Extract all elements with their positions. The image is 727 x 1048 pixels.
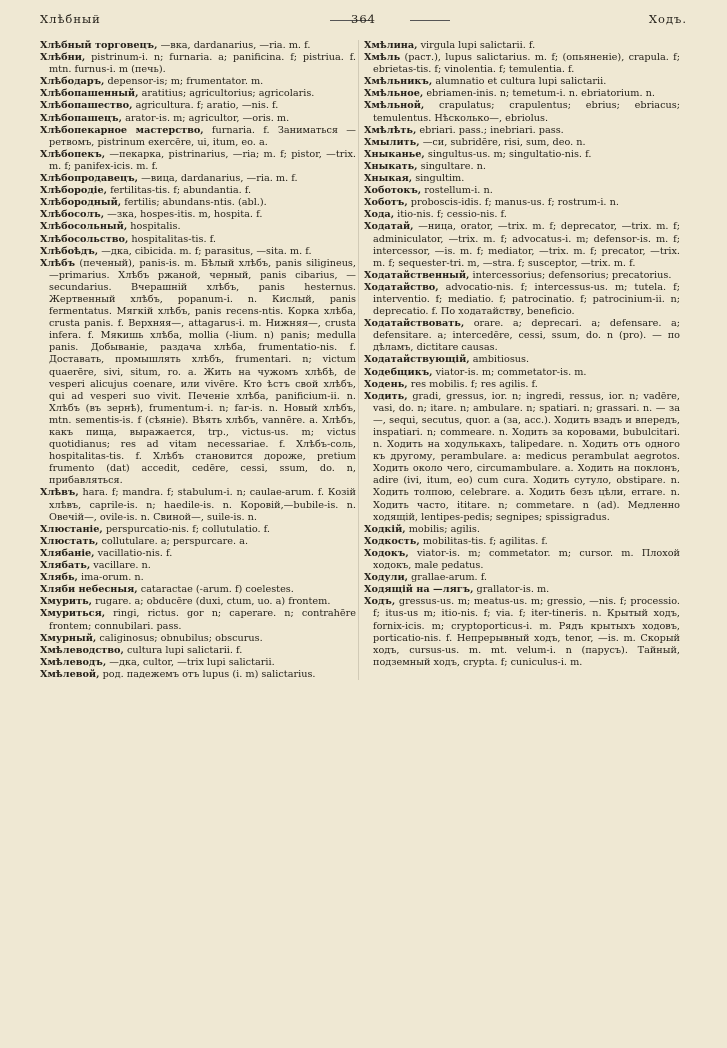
entry-headword: Хлябать,	[40, 560, 91, 572]
entry-headword: Хлѣбородный,	[40, 197, 122, 209]
entry-definition: caliginosus; obnubilus; obscurus.	[96, 632, 263, 644]
dictionary-entry	[364, 391, 680, 524]
dictionary-entry	[364, 596, 680, 669]
dictionary-entry	[40, 487, 356, 523]
entry-headword: Хлѣбни,	[40, 52, 86, 64]
dictionary-entry	[364, 270, 680, 282]
entry-headword: Хлѣбъ	[40, 257, 76, 269]
dictionary-entry	[364, 197, 680, 209]
entry-definition: gressus-us. m; meatus-us. m; gressio, —nis. f; processio. f; itus-us m; itio-nis. f; via. f; iter-tineris. n. Крытый ходъ, fornix-icis. m; cryptoporticus-i. m. Рядъ крытыхъ ходовъ, porticatio-nis. f. Непрерывный ходъ, tenor, —is. m. Скорый ходъ, cursus-us. m. mt. velum-i. n (парусъ). Тайный, подземный ходъ, crypta. f; cuniculus-i. m.	[373, 596, 680, 668]
dictionary-entry	[40, 100, 356, 112]
entry-headword: Хлѣбосольный,	[40, 221, 128, 233]
entry-definition: proboscis-idis. f; manus-us. f; rostrum-i. n.	[407, 197, 619, 209]
page-number: 364	[351, 12, 376, 26]
entry-definition: depensor-is; m; frumentator. m.	[104, 76, 264, 88]
entry-definition: —вица, dardanarius, —ria. m. f.	[138, 173, 298, 185]
entry-definition: advocatio-nis. f; intercessus-us. m; tutela. f; interventio. f; mediatio. f; patrocinatio. f; patrocinium-ii. n; deprecatio. f. По ходатайству, beneficio.	[373, 281, 680, 318]
dictionary-entry	[364, 40, 680, 52]
entry-headword: Хмѣлеводъ,	[40, 656, 107, 668]
running-header	[40, 12, 687, 32]
entry-headword: Ходатай,	[364, 221, 414, 233]
entry-headword: Хлѣбородіе,	[40, 185, 107, 197]
dictionary-entry	[364, 524, 680, 536]
entry-headword: Ходатайственный,	[364, 269, 470, 281]
dictionary-entry	[364, 367, 680, 379]
entry-headword: Хмурить,	[40, 596, 93, 608]
entry-headword: Хныкая,	[364, 173, 413, 185]
entry-definition: hara. f; mandra. f; stabulum-i. n; caulae-arum. f. Козій хлѣвъ, caprile-is. n; haedile-is. n. Коровій,—bubile-is. n. Овечій—, ovile-is. n. Свиной—, suile-is. n.	[49, 487, 356, 523]
entry-definition: ima-orum. n.	[77, 572, 144, 584]
entry-headword: Хлѣвъ,	[40, 487, 79, 499]
dictionary-entry	[40, 633, 356, 645]
entry-headword: Ходокъ,	[364, 547, 409, 559]
entry-definition: —ница, orator, —trix. m. f; deprecator, —trix. m. f; adminiculator, —trix. m. f; advocatus-i. m; defensor-is. m. f; intercessor, —is. m. f; mediator, —trix. m. f; precator, —trix. m. f; sequester-tri. m, —stra. f; susceptor, —trix. m. f.	[373, 221, 680, 269]
entry-definition: crapulatus; crapulentus; ebrius; ebriacus; temulentus. Нѣсколько—, ebriolus.	[373, 100, 680, 124]
entry-headword: Хмурный,	[40, 632, 97, 644]
entry-headword: Хмѣлевой,	[40, 668, 100, 680]
entry-definition: fertilis; abundans-ntis. (abl.).	[121, 197, 267, 209]
entry-headword: Хлябь,	[40, 572, 78, 584]
entry-definition: viator-is. m; commetator-is. m.	[432, 366, 587, 378]
entry-definition: hospitalitas-tis. f.	[128, 233, 216, 245]
header-rule-right	[410, 20, 450, 21]
entry-definition: mobilitas-tis. f; agilitas. f.	[419, 535, 548, 547]
dictionary-entry	[364, 536, 680, 548]
entry-headword: Хмѣльное,	[364, 88, 424, 100]
entry-headword: Хлябаніе,	[40, 547, 95, 559]
entry-definition: furnaria. f. Заниматься —ретвомъ, pistrinum exercēre, ui, itum, eo. a.	[49, 124, 356, 148]
dictionary-entry	[40, 572, 356, 584]
entry-headword: Хмѣльникъ,	[364, 76, 433, 88]
entry-definition: aratitius; agricultorius; agricolaris.	[138, 88, 315, 100]
entry-headword: Хлѣбопашенный,	[40, 88, 139, 100]
entry-headword: Хляби небесныя,	[40, 584, 138, 596]
entry-definition: (печеный), panis-is. m. Бѣлый хлѣбъ, panis siligineus, —primarius. Хлѣбъ ржаной, черный, panis cibarius, —secundarius. Вчерашній хлѣбъ, panis hesternus. Жертвенный хлѣбъ, popanum-i. n. Кислый, panis fermentatus. Мягкій хлѣбъ, panis recens-ntis. Корка хлѣба, crusta panis. f. Верхняя—, attagarus-i. m. Нижняя—, crusta infera. f. Мякишь хлѣба, mollia (-lium. n) panis; medulla panis. Добываніе, раздача хлѣба, frumentatio-nis. f. Доставать, промышлять хлѣбъ, frumentari. n; victum quaerēre, sivi, situm, ro. a. Жить на чужомъ хлѣбѣ, de vesperi alicujus coenare, или vivēre. Кто ѣстъ свой хлѣбъ, qui ad vesperi suo vivit. Печеніе хлѣба, panificium-ii. n. Хлѣбъ (въ зернѣ), frumentum-i. n; far-is. n. Новый хлѣбъ, mtn. sementis-is. f (сѣяніе). Вѣять хлѣбъ, vannēre. a. Хлѣбъ, какъ пища, выражается, trp., victus-us. m; victus quotidianus; res ad vitam necessariae. f. Хлѣбъ-соль, hospitalitas-tis. f. Хлѣбъ становится дороже, pretium frumento (dat) accedit, cedēre, cessi, ssum, do. n, прибавляться.	[49, 257, 356, 487]
dictionary-entry	[40, 185, 356, 197]
left-column	[40, 40, 356, 681]
entry-definition: mobilis; agilis.	[405, 523, 480, 535]
dictionary-entry	[40, 88, 356, 100]
dictionary-entry	[364, 88, 680, 100]
entry-headword: Хлюстаніе,	[40, 523, 103, 535]
entry-definition: pistrinum-i. n; furnaria. a; panificina. f; pistriua. f. mtn. furnus-i. m (печь).	[49, 52, 356, 76]
dictionary-entry	[40, 234, 356, 246]
entry-definition: rugare. a; obducēre (duxi, ctum, uo. a) frontem.	[92, 596, 331, 608]
entry-definition: grallae-arum. f.	[408, 572, 488, 584]
entry-headword: Ходить,	[364, 390, 408, 402]
dictionary-entry	[364, 318, 680, 354]
entry-headword: Ходатайствующій,	[364, 354, 470, 366]
dictionary-entry	[364, 379, 680, 391]
entry-headword: Хмѣлина,	[364, 40, 418, 51]
dictionary-entry	[40, 197, 356, 209]
dictionary-entry	[364, 354, 680, 366]
entry-definition: perspurcatio-nis. f; collutulatio. f.	[102, 523, 270, 535]
entry-headword: Хмѣль	[364, 52, 401, 64]
entry-definition: vacillare. n.	[90, 560, 151, 572]
entry-headword: Ходящій на —лягъ,	[364, 584, 474, 596]
entry-headword: Хлѣбопекъ,	[40, 148, 106, 160]
dictionary-entry	[364, 149, 680, 161]
entry-headword: Хмѣлеводство,	[40, 644, 124, 656]
entry-headword: Ходень,	[364, 378, 408, 390]
entry-headword: Хлѣбопашество,	[40, 100, 133, 112]
entry-headword: Хлѣбный торговецъ,	[40, 40, 158, 51]
dictionary-entry	[364, 282, 680, 318]
entry-definition: —пекарка, pistrinarius, —ria; m. f; pistor, —trix. m. f; panifex-icis. m. f.	[49, 148, 356, 172]
dictionary-entry	[40, 125, 356, 149]
entry-definition: —вка, dardanarius, —ria. m. f.	[157, 40, 311, 51]
entry-definition: grallator-is. m.	[473, 584, 550, 596]
entry-headword: Хлѣбопекарное мастерство,	[40, 124, 204, 136]
dictionary-entry	[40, 173, 356, 185]
dictionary-entry	[364, 548, 680, 572]
dictionary-entry	[40, 584, 356, 596]
dictionary-entry	[40, 52, 356, 76]
dictionary-entry	[364, 221, 680, 269]
entry-definition: ebriari. pass.; inebriari. pass.	[416, 124, 564, 136]
dictionary-entry	[40, 209, 356, 221]
entry-definition: —зка, hospes-itis. m, hospita. f.	[104, 209, 263, 221]
dictionary-entry	[40, 608, 356, 632]
entry-headword: Хлѣбоѣдъ,	[40, 245, 99, 257]
entry-definition: cultura lupi salictarii. f.	[123, 644, 243, 656]
dictionary-entry	[40, 149, 356, 173]
dictionary-entry	[364, 76, 680, 88]
entry-headword: Хлѣбопродавецъ,	[40, 173, 138, 185]
entry-definition: singultim.	[412, 173, 465, 185]
header-right-word: Ходъ.	[648, 12, 687, 26]
entry-headword: Хлѣбодаръ,	[40, 76, 105, 88]
dictionary-entry	[40, 524, 356, 536]
dictionary-entry	[364, 209, 680, 221]
dictionary-entry	[364, 100, 680, 124]
entry-headword: Хода,	[364, 209, 395, 221]
entry-headword: Хлѣбосолъ,	[40, 209, 105, 221]
entry-definition: ambitiosus.	[469, 354, 530, 366]
dictionary-entry	[364, 185, 680, 197]
dictionary-entry	[364, 137, 680, 149]
entry-definition: —си, subridēre, risi, sum, deo. n.	[419, 136, 586, 148]
entry-definition: cataractae (-arum. f) coelestes.	[137, 584, 294, 596]
dictionary-entry	[40, 221, 356, 233]
entry-headword: Ходатайствовать,	[364, 318, 465, 330]
entry-definition: agricultura. f; aratio, —nis. f.	[132, 100, 279, 112]
entry-definition: hospitalis.	[127, 221, 181, 233]
entry-headword: Хмѣлѣть,	[364, 124, 417, 136]
entry-headword: Ходебщикъ,	[364, 366, 433, 378]
entry-headword: Хлѣбосольство,	[40, 233, 129, 245]
dictionary-entry	[40, 560, 356, 572]
entry-definition: —дка, cultor, —trix lupi salictarii.	[106, 656, 275, 668]
entry-definition: ebriamen-inis. n; temetum-i. n. ebriatorium. n.	[423, 88, 655, 100]
entry-definition: singultare. n.	[417, 160, 486, 172]
entry-definition: род. падежемъ отъ lupus (i. m) salictarius.	[99, 668, 316, 680]
entry-definition: vacillatio-nis. f.	[94, 547, 173, 559]
entry-headword: Ходъ,	[364, 596, 396, 608]
dictionary-entry	[40, 536, 356, 548]
entry-definition: intercessorius; defensorius; precatorius.	[469, 269, 672, 281]
dictionary-entry	[40, 76, 356, 88]
dictionary-entry	[40, 40, 356, 52]
entry-headword: Хлюстать,	[40, 535, 99, 547]
entry-definition: rostellum-i. n.	[421, 185, 493, 197]
dictionary-entry	[40, 113, 356, 125]
dictionary-entry	[40, 246, 356, 258]
dictionary-entry	[40, 596, 356, 608]
dictionary-entry	[364, 572, 680, 584]
entry-definition: fertilitas-tis. f; abundantia. f.	[107, 185, 252, 197]
entry-definition: ringi, rictus. gor n; caperare. n; contrahēre frontem; connubilari. pass.	[49, 608, 356, 632]
entry-definition: arator-is. m; agricultor, —oris. m.	[121, 112, 290, 124]
dictionary-entry	[40, 657, 356, 669]
entry-definition: alumnatio et cultura lupi salictarii.	[432, 76, 607, 88]
dictionary-entry	[40, 669, 356, 681]
entry-definition: virgula lupi salictarii. f.	[417, 40, 536, 51]
entry-definition: —дка, cibicida. m. f; parasitus, —sita. m. f.	[98, 245, 312, 257]
entry-definition: orare. a; deprecari. a; defensare. a; defensitare. a; intercedēre, cessi, ssum, do. n (pro). — по дѣламъ, dictitare causas.	[373, 318, 680, 354]
entry-headword: Ходкость,	[364, 535, 420, 547]
dictionary-entry	[364, 52, 680, 76]
entry-headword: Ходули,	[364, 572, 409, 584]
dictionary-entry	[364, 584, 680, 596]
entry-headword: Хмуриться,	[40, 608, 106, 620]
entry-headword: Хмѣльной,	[364, 100, 425, 112]
entry-definition: (раст.), lupus salictarius. m. f; (опьяненіе), crapula. f; ebrietas-tis. f; vinolentia. f; temulentia. f.	[373, 52, 680, 76]
entry-definition: itio-nis. f; cessio-nis. f.	[394, 209, 507, 221]
dictionary-entry	[40, 258, 356, 488]
dictionary-entry	[364, 161, 680, 173]
entry-definition: viator-is. m; commetator. m; cursor. m. Плохой ходокъ, male pedatus.	[373, 547, 680, 572]
entry-definition: res mobilis. f; res agilis. f.	[407, 378, 538, 390]
dictionary-entry	[40, 645, 356, 657]
entry-headword: Хныканье,	[364, 148, 425, 160]
dictionary-entry	[364, 125, 680, 137]
header-left-word: Хлѣбный	[40, 12, 101, 26]
entry-definition: singultus-us. m; singultatio-nis. f.	[424, 148, 592, 160]
entry-headword: Хныкать,	[364, 160, 418, 172]
entry-headword: Хмылить,	[364, 136, 420, 148]
entry-headword: Ходкій,	[364, 523, 406, 535]
column-divider	[358, 40, 359, 680]
right-column	[364, 40, 680, 669]
dictionary-entry	[364, 173, 680, 185]
entry-headword: Хлѣбопашецъ,	[40, 112, 122, 124]
entry-headword: Хоботъ,	[364, 197, 408, 209]
entry-definition: gradi, gressus, ior. n; ingredi, ressus, ior. n; vadēre, vasi, do. n; itare. n; ambulare. n; spatiari. n; grassari. n. — за —, sequi, secutus, quor. a (за, acc.). Ходить взадъ и впередъ, inspatiari. n; commeare. n. Ходить за коровами, bubulcitari. n. Ходить на ходулькахъ, talipedare. n. Ходить отъ одного къ другому, perambulare. a: medicus perambulat aegrotos. Ходить около чего, circumambulare. a. Ходить на поклонъ, adire (ivi, itum, eo) cum cura. Ходить сутуло, obstipare. n. Ходить толпою, celebrare. a. Ходить безъ цѣли, errare. n. Ходить часто, ititare. n; commetare. n (ad). Медленно ходящій, lentipes-pedis; segnipes; spissigradus.	[373, 390, 680, 523]
dictionary-entry	[40, 548, 356, 560]
entry-definition: collutulare. a; perspurcare. a.	[98, 535, 249, 547]
entry-headword: Ходатайство,	[364, 281, 439, 293]
entry-headword: Хоботокъ,	[364, 185, 422, 197]
